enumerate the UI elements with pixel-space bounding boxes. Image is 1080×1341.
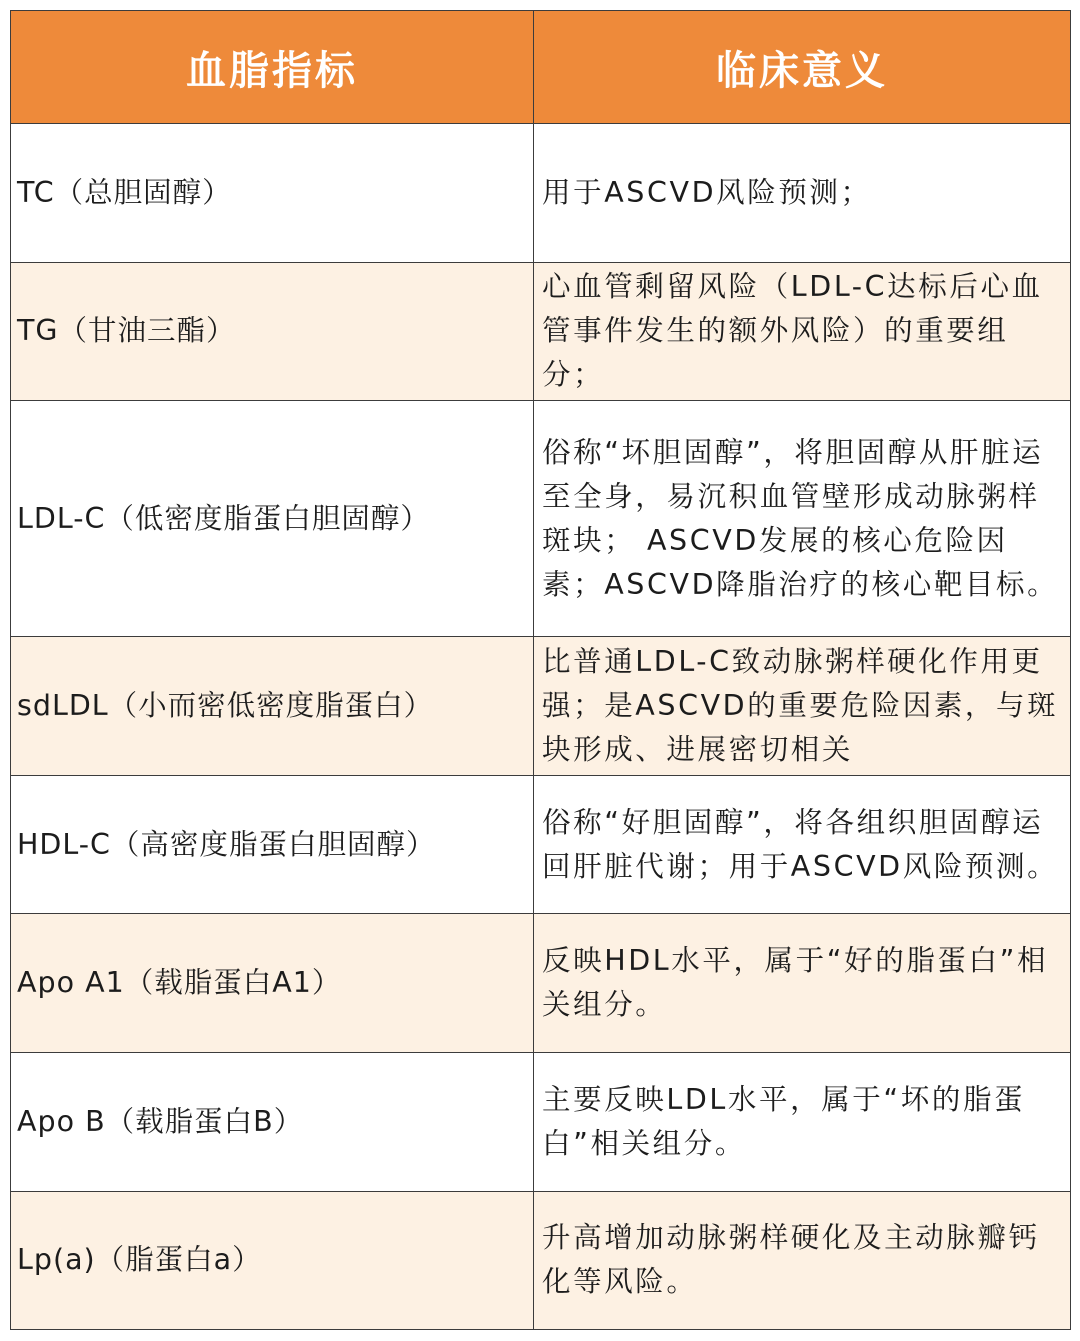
table-row-tc [11,124,1071,263]
table-row-lp-a [11,1191,1071,1330]
table-row-apo-a1 [11,914,1071,1053]
indicator-cell: Apo B（载脂蛋白B） [11,1052,534,1191]
indicator-cell: TC（总胆固醇） [11,124,534,263]
table-row-hdl-c [11,775,1071,914]
meaning-cell: 升高增加动脉粥样硬化及主动脉瓣钙化等风险。 [534,1191,1071,1330]
meaning-cell: 俗称“坏胆固醇”，将胆固醇从肝脏运至全身，易沉积血管壁形成动脉粥样斑块； ASCVD发展的核心危险因素；ASCVD降脂治疗的核心靶目标。 [534,401,1071,637]
meaning-cell: 反映HDL水平，属于“好的脂蛋白”相关组分。 [534,914,1071,1053]
header-row [11,11,1071,124]
meaning-cell: 俗称“好胆固醇”，将各组织胆固醇运回肝脏代谢；用于ASCVD风险预测。 [534,775,1071,914]
header-indicator: 血脂指标 [11,11,534,124]
indicator-cell: Lp(a)（脂蛋白a） [11,1191,534,1330]
table-row-ldl-c [11,401,1071,637]
lipid-indicator-table [10,10,1071,1330]
indicator-cell: HDL-C（高密度脂蛋白胆固醇） [11,775,534,914]
table-row-tg [11,262,1071,401]
meaning-cell: 用于ASCVD风险预测； [534,124,1071,263]
indicator-cell: sdLDL（小而密低密度脂蛋白） [11,637,534,776]
indicator-cell: Apo A1（载脂蛋白A1） [11,914,534,1053]
indicator-cell: LDL-C（低密度脂蛋白胆固醇） [11,401,534,637]
meaning-cell: 心血管剩留风险（LDL-C达标后心血管事件发生的额外风险）的重要组分； [534,262,1071,401]
table-row-apo-b [11,1052,1071,1191]
indicator-cell: TG（甘油三酯） [11,262,534,401]
meaning-cell: 比普通LDL-C致动脉粥样硬化作用更强；是ASCVD的重要危险因素，与斑块形成、进展密切相关 [534,637,1071,776]
meaning-cell: 主要反映LDL水平，属于“坏的脂蛋白”相关组分。 [534,1052,1071,1191]
table-row-sdldl [11,637,1071,776]
header-meaning: 临床意义 [534,11,1071,124]
